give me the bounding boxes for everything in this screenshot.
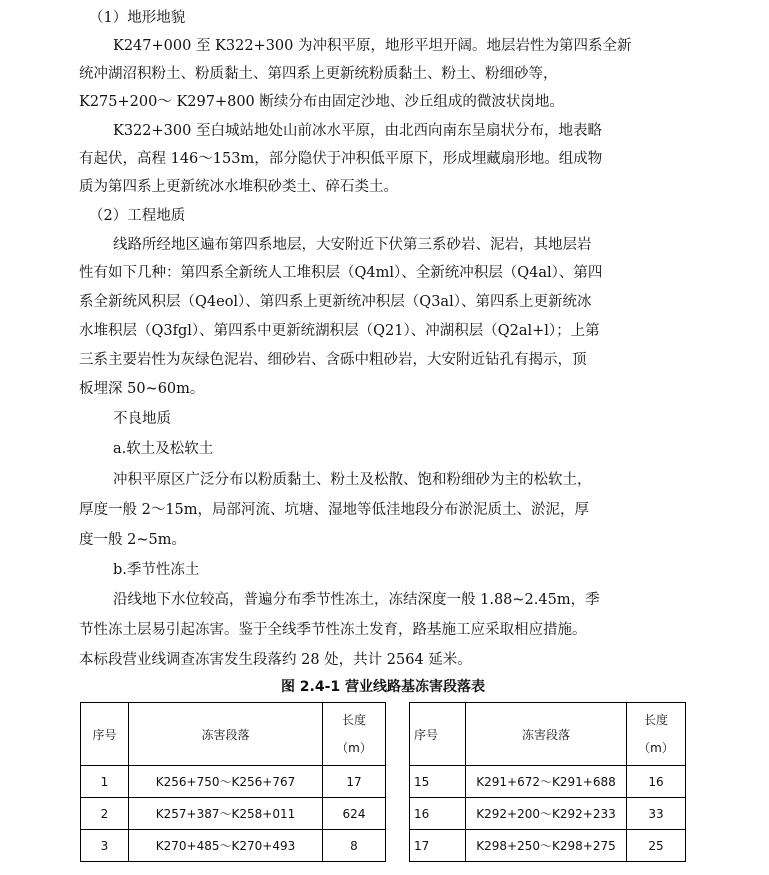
- paragraph-line: 性有如下几种：第四系全新统人工堆积层（Q4ml）、全新统冲积层（Q4al）、第四: [79, 265, 603, 281]
- section-heading-terrain: （1）地形地貌: [89, 10, 186, 26]
- paragraph-line: K275+200～ K297+800 断续分布由固定沙地、沙丘组成的微波状岗地。: [79, 94, 564, 110]
- cell-length: 17: [323, 766, 386, 798]
- table-row: [81, 798, 686, 830]
- paragraph-line: 统冲湖沼积粉土、粉质黏土、第四系上更新统粉质黏土、粉土、粉细砂等，: [79, 66, 558, 82]
- table-row: [81, 766, 686, 798]
- cell-length: 8: [323, 830, 386, 862]
- cell-section: K257+387～K258+011: [129, 798, 323, 830]
- table-gap: [386, 830, 410, 862]
- header-section: 冻害段落: [466, 703, 627, 766]
- table-header-row: [81, 703, 686, 766]
- paragraph-line: 三系主要岩性为灰绿色泥岩、细砂岩、含砾中粗砂岩，大安附近钻孔有揭示，顶: [79, 352, 587, 368]
- header-length: [323, 703, 386, 766]
- paragraph-line: 板埋深 50~60m。: [79, 381, 205, 397]
- cell-length: 624: [323, 798, 386, 830]
- paragraph-line: 质为第四系上更新统冰水堆积砂类土、碎石类土。: [79, 179, 398, 195]
- paragraph-line: 有起伏，高程 146～153m，部分隐伏于冲积低平原下，形成埋藏扇形地。组成物: [79, 151, 603, 167]
- cell-section: K292+200～K292+233: [466, 798, 627, 830]
- header-no: 序号: [410, 703, 466, 766]
- header-length-label: 长度: [643, 713, 668, 727]
- subheading-frozen-soil: b.季节性冻土: [113, 562, 200, 578]
- cell-no: 17: [410, 830, 466, 862]
- cell-length: 33: [627, 798, 686, 830]
- paragraph-line: 系全新统风积层（Q4eol）、第四系上更新统冲积层（Q3al）、第四系上更新统冰: [79, 294, 592, 310]
- table-gap: [386, 703, 410, 766]
- cell-section: K256+750～K256+767: [129, 766, 323, 798]
- table-row: [81, 830, 686, 862]
- paragraph-line: 本标段营业线调查冻害发生段落约 28 处，共计 2564 延米。: [79, 652, 472, 668]
- header-length-unit: （m）: [638, 741, 674, 755]
- header-length: [627, 703, 686, 766]
- cell-no: 2: [81, 798, 129, 830]
- cell-no: 15: [410, 766, 466, 798]
- paragraph-line: 节性冻土层易引起冻害。鉴于全线季节性冻土发育，路基施工应采取相应措施。: [79, 622, 587, 638]
- frost-damage-table: [80, 702, 686, 862]
- header-section: 冻害段落: [129, 703, 323, 766]
- section-heading-geology: （2）工程地质: [89, 208, 186, 224]
- paragraph-line: 线路所经地区遍布第四系地层，大安附近下伏第三系砂岩、泥岩，其地层岩: [113, 237, 592, 253]
- paragraph-line: 度一般 2~5m。: [79, 532, 186, 548]
- paragraph-line: K247+000 至 K322+300 为冲积平原，地形平坦开阔。地层岩性为第四系全新: [113, 38, 632, 54]
- header-length-unit: （m）: [336, 741, 372, 755]
- cell-section: K291+672～K291+688: [466, 766, 627, 798]
- paragraph-line: K322+300 至白城站地处山前冰水平原，由北西向南东呈扇状分布，地表略: [113, 123, 602, 139]
- cell-length: 16: [627, 766, 686, 798]
- table-caption: 图 2.4-1 营业线路基冻害段落表: [280, 679, 486, 695]
- cell-no: 3: [81, 830, 129, 862]
- table-gap: [386, 766, 410, 798]
- cell-no: 1: [81, 766, 129, 798]
- cell-section: K270+485～K270+493: [129, 830, 323, 862]
- subheading-soft-soil: a.软土及松软土: [113, 441, 214, 457]
- paragraph-line: 厚度一般 2～15m，局部河流、坑塘、湿地等低洼地段分布淤泥质土、淤泥，厚: [79, 502, 590, 518]
- cell-section: K298+250～K298+275: [466, 830, 627, 862]
- subheading-adverse-geology: 不良地质: [113, 411, 171, 427]
- paragraph-line: 水堆积层（Q3fgl）、第四系中更新统湖积层（Q21）、冲湖积层（Q2al+l）；上第: [79, 323, 600, 339]
- header-no: 序号: [81, 703, 129, 766]
- cell-no: 16: [410, 798, 466, 830]
- cell-length: 25: [627, 830, 686, 862]
- paragraph-line: 沿线地下水位较高，普遍分布季节性冻土，冻结深度一般 1.88~2.45m，季: [113, 592, 600, 608]
- header-length-label: 长度: [341, 713, 366, 727]
- table-gap: [386, 798, 410, 830]
- paragraph-line: 冲积平原区广泛分布以粉质黏土、粉土及松散、饱和粉细砂为主的松软土，: [113, 472, 592, 488]
